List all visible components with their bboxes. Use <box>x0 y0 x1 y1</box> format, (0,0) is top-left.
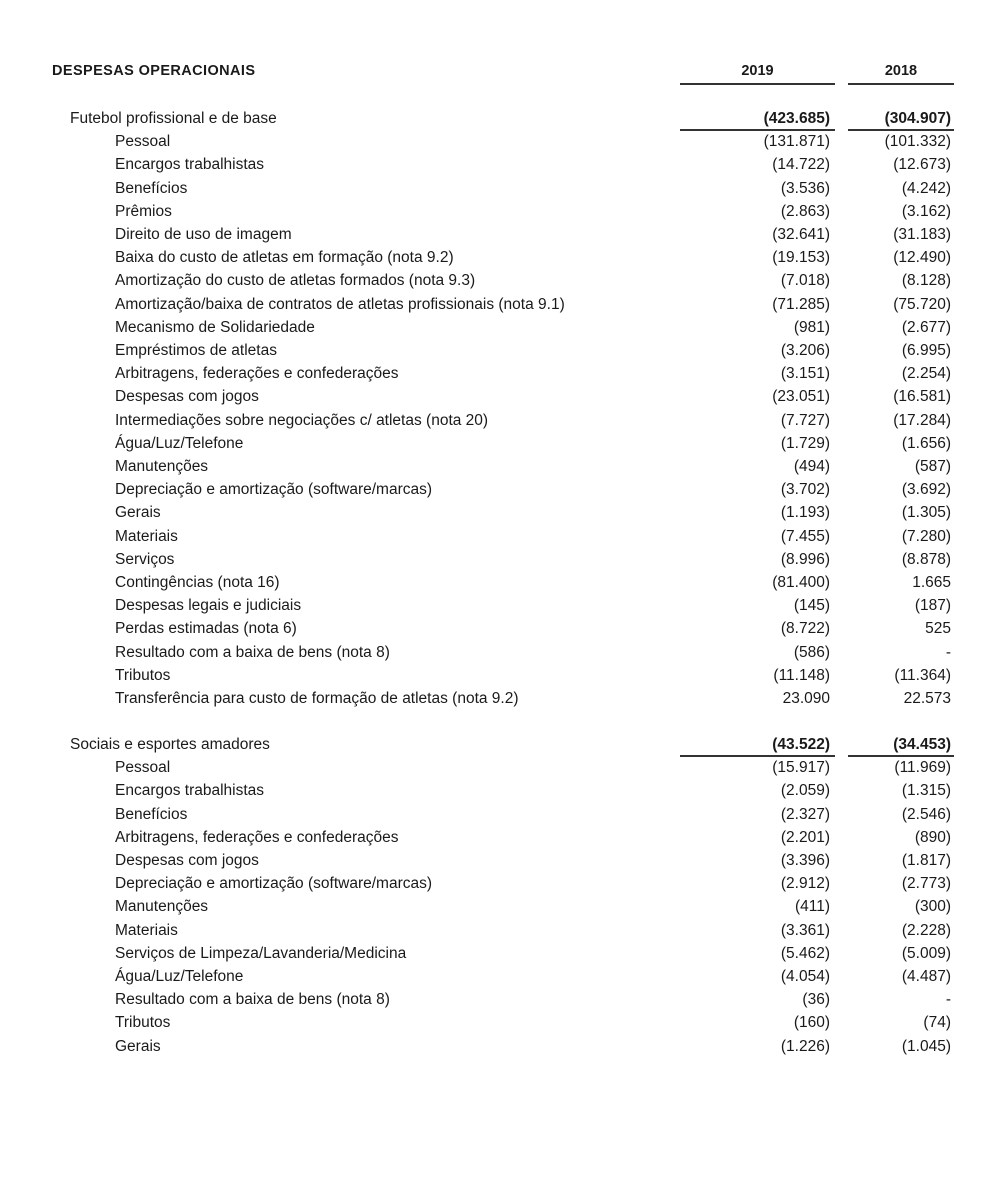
line-item <box>0 316 984 339</box>
line-item <box>0 246 984 269</box>
line-item-label: Encargos trabalhistas <box>115 782 265 800</box>
section-row <box>0 733 984 756</box>
line-item-value-2019: (7.455) <box>780 527 830 545</box>
line-item-value-2018: (16.581) <box>893 388 951 406</box>
line-item-label: Encargos trabalhistas <box>115 156 265 174</box>
header-underline-2018 <box>848 83 954 85</box>
line-item <box>0 571 984 594</box>
line-item-value-2019: (2.863) <box>780 202 830 220</box>
line-item-value-2019: (2.912) <box>780 875 830 893</box>
line-item-value-2018: (2.773) <box>901 875 951 893</box>
line-item-value-2018: (4.487) <box>901 968 951 985</box>
line-item <box>0 826 984 849</box>
line-item-label: Pessoal <box>115 133 171 151</box>
section-total-2019: (43.522) <box>772 736 830 753</box>
total-underline-2018 <box>848 755 954 757</box>
line-item-value-2018: (17.284) <box>893 411 951 429</box>
line-item-label: Pessoal <box>115 759 171 777</box>
line-item <box>0 339 984 362</box>
line-item <box>0 432 984 455</box>
line-item-value-2018: 22.573 <box>903 690 951 707</box>
line-item-label: Gerais <box>115 1037 161 1055</box>
line-item-value-2019: (8.722) <box>780 620 830 638</box>
line-item-label: Despesas legais e judiciais <box>115 597 302 615</box>
line-item <box>0 779 984 802</box>
line-item-value-2018: (3.162) <box>901 202 951 220</box>
line-item-label: Empréstimos de atletas <box>115 342 277 359</box>
line-item-value-2018: (11.364) <box>894 666 951 684</box>
line-item-value-2019: (8.996) <box>780 550 830 568</box>
line-item <box>0 687 984 710</box>
line-item-label: Materiais <box>115 527 178 545</box>
line-item-label: Manutenções <box>115 898 209 916</box>
line-item-label: Resultado com a baixa de bens (nota 8) <box>115 991 390 1009</box>
line-item-value-2018: (187) <box>914 597 951 615</box>
line-item-value-2018: (587) <box>914 458 951 475</box>
line-item <box>0 548 984 571</box>
line-item <box>0 849 984 872</box>
line-item <box>0 1035 984 1058</box>
line-item-value-2018: (12.490) <box>893 249 951 267</box>
line-item <box>0 478 984 501</box>
line-item-value-2019: (7.727) <box>780 411 830 429</box>
line-item-value-2018: (2.677) <box>901 318 951 336</box>
line-item-label: Arbitragens, federações e confederações <box>115 828 399 846</box>
line-item-value-2019: (14.722) <box>772 156 830 174</box>
section-label: Sociais e esportes amadores <box>70 736 270 753</box>
line-item <box>0 455 984 478</box>
line-item-value-2019: 23.090 <box>782 690 830 707</box>
line-item-label: Depreciação e amortização (software/marcas) <box>115 875 433 893</box>
line-item-value-2018: (2.546) <box>901 805 951 823</box>
line-item-value-2019: (4.054) <box>780 968 830 985</box>
line-item <box>0 895 984 918</box>
line-item <box>0 223 984 246</box>
line-item-label: Contingências (nota 16) <box>115 574 280 591</box>
line-item-label: Manutenções <box>115 458 209 475</box>
line-item-label: Amortização do custo de atletas formados (nota 9.3) <box>115 272 476 290</box>
line-item-value-2018: (1.045) <box>901 1037 951 1055</box>
line-item-label: Benefícios <box>115 805 188 823</box>
line-item-value-2019: (2.327) <box>780 805 830 823</box>
line-item <box>0 1011 984 1034</box>
section-total-2018: (304.907) <box>884 110 951 127</box>
line-item-value-2019: (3.702) <box>780 481 830 499</box>
line-item-value-2019: (3.361) <box>780 921 830 939</box>
line-item <box>0 664 984 687</box>
line-item-value-2019: (494) <box>793 458 830 475</box>
line-item <box>0 919 984 942</box>
line-item <box>0 617 984 640</box>
line-item-label: Materiais <box>115 921 178 939</box>
total-underline-2018 <box>848 129 954 131</box>
line-item-value-2018: (1.305) <box>901 504 951 522</box>
line-item-value-2019: (411) <box>794 898 830 916</box>
line-item-label: Amortização/baixa de contratos de atletas profissionais (nota 9.1) <box>115 295 565 313</box>
line-item-label: Baixa do custo de atletas em formação (nota 9.2) <box>115 249 454 267</box>
section-total-2019: (423.685) <box>763 110 830 127</box>
line-item-value-2018: (1.656) <box>901 434 951 452</box>
line-item <box>0 200 984 223</box>
line-item-value-2019: (1.193) <box>780 504 830 522</box>
line-item <box>0 641 984 664</box>
line-item-label: Depreciação e amortização (software/marcas) <box>115 481 433 499</box>
line-item-label: Gerais <box>115 504 161 522</box>
line-item-value-2019: (3.396) <box>780 852 830 869</box>
line-item-label: Transferência para custo de formação de atletas (nota 9.2) <box>115 690 519 707</box>
line-item-value-2018: 1.665 <box>912 574 951 591</box>
line-item-label: Tributos <box>115 1014 171 1032</box>
total-underline-2019 <box>680 129 835 131</box>
line-item-value-2018: (8.878) <box>901 550 951 568</box>
line-item <box>0 409 984 432</box>
line-item-value-2019: (3.536) <box>780 179 830 197</box>
line-item-value-2018: (11.969) <box>894 759 951 777</box>
line-item-label: Serviços <box>115 550 175 568</box>
line-item-value-2019: (586) <box>793 643 830 661</box>
line-item <box>0 269 984 292</box>
line-item <box>0 965 984 988</box>
line-item-label: Prêmios <box>115 202 172 220</box>
line-item-value-2019: (81.400) <box>772 574 830 591</box>
line-item-value-2019: (23.051) <box>772 388 830 406</box>
section-label: Futebol profissional e de base <box>70 110 277 127</box>
line-item <box>0 293 984 316</box>
line-item-value-2018: (1.817) <box>901 852 951 869</box>
line-item-label: Despesas com jogos <box>115 852 259 869</box>
section-row <box>0 107 984 130</box>
line-item-value-2018: (7.280) <box>901 527 951 545</box>
line-item-value-2019: (7.018) <box>780 272 830 290</box>
line-item-value-2018: - <box>945 643 951 661</box>
line-item <box>0 872 984 895</box>
line-item-value-2018: (2.254) <box>901 365 951 383</box>
line-item-label: Benefícios <box>115 179 188 197</box>
line-item-label: Perdas estimadas (nota 6) <box>115 620 297 638</box>
line-item-value-2019: (981) <box>793 318 830 336</box>
line-item-value-2019: (3.206) <box>780 342 830 359</box>
line-item <box>0 988 984 1011</box>
line-item <box>0 385 984 408</box>
line-item <box>0 130 984 153</box>
line-item <box>0 756 984 779</box>
line-item <box>0 362 984 385</box>
line-item-label: Despesas com jogos <box>115 388 259 406</box>
line-item-value-2019: (160) <box>793 1014 830 1032</box>
line-item-label: Água/Luz/Telefone <box>115 968 244 985</box>
line-item-value-2018: (6.995) <box>901 342 951 359</box>
line-item-value-2019: (1.729) <box>780 434 830 452</box>
line-item-value-2018: (3.692) <box>901 481 951 499</box>
line-item-value-2019: (145) <box>793 597 830 615</box>
column-header-2019: 2019 <box>741 63 774 79</box>
line-item-label: Mecanismo de Solidariedade <box>115 318 315 336</box>
line-item-label: Tributos <box>115 666 171 684</box>
line-item-label: Resultado com a baixa de bens (nota 8) <box>115 643 390 661</box>
line-item-value-2018: (5.009) <box>901 944 951 962</box>
line-item-label: Arbitragens, federações e confederações <box>115 365 399 383</box>
line-item <box>0 594 984 617</box>
line-item-value-2018: (31.183) <box>893 226 951 243</box>
line-item-label: Serviços de Limpeza/Lavanderia/Medicina <box>115 944 407 962</box>
line-item-value-2018: (300) <box>914 898 951 916</box>
line-item-label: Intermediações sobre negociações c/ atletas (nota 20) <box>115 411 489 429</box>
line-item-value-2018: (74) <box>923 1014 951 1032</box>
column-header-2018: 2018 <box>884 63 918 79</box>
line-item-value-2019: (11.148) <box>773 666 830 684</box>
line-item-value-2019: (3.151) <box>780 365 830 383</box>
line-item-value-2018: (101.332) <box>884 133 951 151</box>
header-underline-2019 <box>680 83 835 85</box>
line-item-value-2019: (15.917) <box>772 759 830 777</box>
section-total-2018: (34.453) <box>893 736 951 753</box>
line-item-value-2019: (19.153) <box>772 249 830 267</box>
line-item <box>0 942 984 965</box>
line-item-value-2018: 525 <box>925 620 951 638</box>
line-item-value-2019: (131.871) <box>763 133 830 151</box>
line-item-value-2018: (75.720) <box>893 295 951 313</box>
line-item-value-2019: (5.462) <box>780 944 830 962</box>
line-item-label: Água/Luz/Telefone <box>115 434 244 452</box>
line-item <box>0 153 984 176</box>
line-item <box>0 803 984 826</box>
total-underline-2019 <box>680 755 835 757</box>
line-item-value-2018: (890) <box>914 828 951 846</box>
line-item <box>0 501 984 524</box>
line-item-value-2018: - <box>945 991 951 1009</box>
line-item <box>0 177 984 200</box>
line-item-value-2018: (4.242) <box>901 179 951 197</box>
statement-title: DESPESAS OPERACIONAIS <box>52 63 256 79</box>
line-item-value-2019: (2.201) <box>780 828 830 846</box>
line-item-value-2019: (36) <box>802 991 830 1009</box>
line-item-value-2019: (71.285) <box>772 295 830 313</box>
line-item-value-2018: (8.128) <box>901 272 951 290</box>
line-item-label: Direito de uso de imagem <box>115 226 292 243</box>
line-item <box>0 525 984 548</box>
line-item-value-2018: (2.228) <box>901 921 951 939</box>
line-item-value-2018: (12.673) <box>893 156 951 174</box>
line-item-value-2019: (32.641) <box>772 226 830 243</box>
line-item-value-2019: (2.059) <box>780 782 830 800</box>
line-item-value-2019: (1.226) <box>780 1037 830 1055</box>
line-item-value-2018: (1.315) <box>901 782 951 800</box>
